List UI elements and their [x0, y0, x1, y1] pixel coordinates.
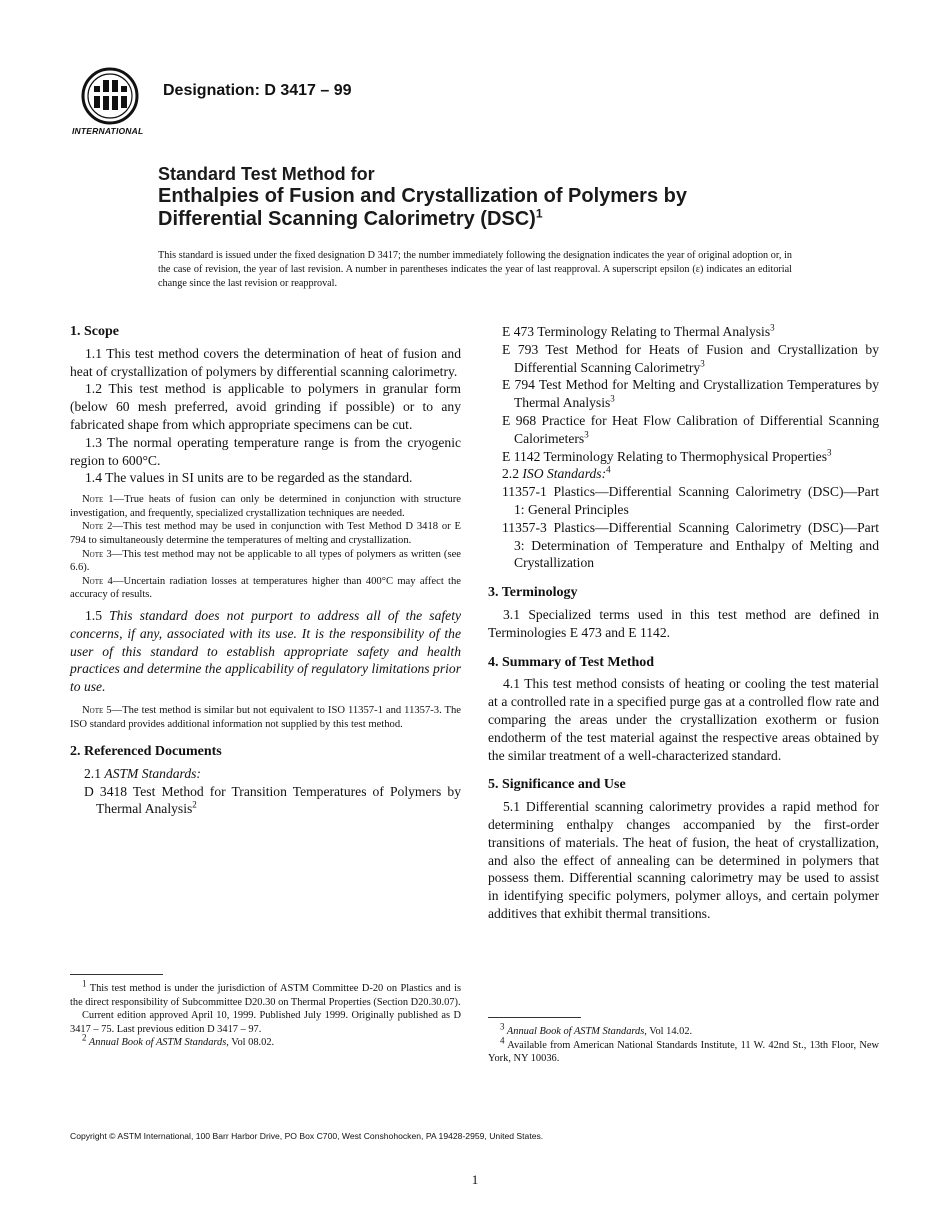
document-title: [158, 163, 858, 231]
footnote-ref: 4: [606, 464, 611, 475]
footnote-1-edition: Current edition approved April 10, 1999. Published July 1999. Originally published as D 3417 – 75. Last previous edition D 3417 – 97.: [70, 1010, 461, 1035]
footnotes-left: [70, 978, 461, 1050]
footnote-marker: 3: [500, 1021, 505, 1032]
note-text: 1—True heats of fusion can only be determined in conjunction with structure investigation, and frequently, specialized crystallization techniques are needed.: [70, 494, 461, 519]
note-4: [70, 575, 461, 602]
paragraph-number: 2.2: [502, 466, 523, 482]
reference-text: E 968 Practice for Heat Flow Calibration of Differential Scanning Calorimeters: [502, 412, 879, 446]
footnote-divider-right: [488, 1017, 581, 1018]
paragraph-number: 1.5: [85, 607, 110, 623]
footnote-text: This test method is under the jurisdiction of ASTM Committee D-20 on Plastics and is the direct responsibility of Subcommittee D20.30 on Thermal Properties (Section D20.30.07).: [70, 983, 461, 1008]
footnote-marker: 4: [500, 1035, 505, 1046]
reference-e793: [488, 341, 879, 377]
note-label: Note: [82, 704, 104, 716]
title-line-1: Standard Test Method for: [158, 164, 375, 184]
footnote-publication: Annual Book of ASTM Standards: [504, 1026, 645, 1037]
footnote-ref: 3: [700, 358, 705, 369]
title-line-3: [158, 208, 858, 231]
reference-text: D 3418 Test Method for Transition Temperatures of Polymers by Thermal Analysis: [84, 783, 461, 817]
reference-iso-11357-3: 11357-3 Plastics—Differential Scanning Calorimetry (DSC)—Part 3: Determination of Temperature and Enthalpy of Melting and Crystallization: [502, 519, 879, 571]
title-footnote-ref: 1: [535, 206, 543, 221]
footnote-3: [488, 1021, 879, 1039]
note-label: Note: [82, 521, 104, 533]
astm-logo: [70, 66, 150, 138]
issuance-note: This standard is issued under the fixed designation D 3417; the number immediately following the designation indicates the year of original adoption or, in the case of revision, the year of last revision. A number in parentheses indicates the year of last reapproval. A superscript epsilon (ε) indicates an editorial change since the last revision or reapproval.: [158, 250, 792, 289]
reference-text: E 1142 Terminology Relating to Thermophysical Properties: [502, 448, 827, 464]
section-terminology-heading: 3. Terminology: [488, 585, 578, 601]
note-2: [70, 520, 461, 547]
paragraph-1-1: 1.1 This test method covers the determination of heat of fusion and heat of crystallization of polymers by differential scanning calorimetry.: [70, 345, 461, 379]
reference-e473: [488, 323, 879, 341]
footnote-marker: 1: [82, 978, 87, 989]
paragraph-1-2: 1.2 This test method is applicable to polymers in granular form (below 60 mesh preferred, avoid grinding if possible) or to any fabricated shape from which appropriate specimens can be cut.: [70, 381, 461, 432]
logo-subtitle: INTERNATIONAL: [72, 126, 144, 136]
designation: Designation: D 3417 – 99: [163, 82, 352, 99]
paragraph-number: 2.1: [84, 765, 105, 781]
footnote-publication: Annual Book of ASTM Standards: [86, 1037, 227, 1049]
reference-e968: [488, 412, 879, 448]
footnote-text: , Vol 08.02.: [226, 1037, 275, 1049]
paragraph-5-1: 5.1 Differential scanning calorimetry provides a rapid method for determining enthalpy changes accompanied by the first-order transitions of materials. The heat of fusion, the heat of crystallization, and also the effect of annealing can be determined in polymers that possess them. Differential scanning calorimetry may be used to assist in identifying specific polymers, polymer alloys, and certain polymer additives that exhibit thermal transitions.: [488, 799, 879, 921]
astm-standards-label: [70, 765, 461, 783]
reference-e1142: [488, 448, 879, 466]
footnote-4: [488, 1035, 879, 1066]
section-summary-heading: 4. Summary of Test Method: [488, 654, 655, 670]
footnote-divider-left: [70, 974, 163, 975]
footnote-ref: 2: [192, 799, 197, 810]
section-significance-heading: 5. Significance and Use: [488, 777, 626, 793]
title-line-2: Enthalpies of Fusion and Crystallization of Polymers by: [158, 185, 687, 207]
note-label: Note: [82, 548, 104, 560]
reference-iso-11357-1: 11357-1 Plastics—Differential Scanning Calorimetry (DSC)—Part 1: General Principles: [502, 484, 879, 517]
left-column: [70, 323, 461, 818]
paragraph-4-1: 4.1 This test method consists of heating or cooling the test material at a controlled rate in a specified purge gas at a controlled flow rate and comparing the areas under the crystallization exotherm or fusion endotherm of the test material against the respective areas obtained by the similar treatment of a well-characterized standard.: [488, 676, 879, 763]
reference-text: E 473 Terminology Relating to Thermal Analysis: [502, 324, 771, 339]
safety-statement: This standard does not purport to address all of the safety concerns, if any, associated with its use. It is the responsibility of the user of this standard to establish appropriate safety and health practices and determine the applicability of regulatory limitations prior to use.: [70, 607, 462, 695]
title-line-3-text: Differential Scanning Calorimetry (DSC): [158, 208, 536, 230]
footnote-ref: 3: [827, 447, 832, 458]
paragraph-1-3: 1.3 The normal operating temperature range is from the cryogenic region to 600°C.: [70, 434, 461, 468]
reference-text: E 794 Test Method for Melting and Crystallization Temperatures by Thermal Analysis: [502, 377, 879, 411]
reference-d3418: [70, 783, 461, 819]
footnote-1: [70, 978, 461, 1009]
right-column: [488, 323, 879, 923]
section-referenced-documents-heading: 2. Referenced Documents: [70, 744, 222, 760]
note-label: Note: [82, 494, 104, 506]
reference-e794: [488, 376, 879, 412]
paragraph-1-5: [70, 607, 461, 696]
page-number: 1: [471, 1172, 479, 1187]
footnote-ref: 3: [770, 322, 775, 333]
note-label: Note: [82, 575, 104, 587]
iso-standards-text: ISO Standards:: [522, 466, 607, 482]
footnote-text: , Vol 14.02.: [644, 1026, 693, 1037]
footnote-ref: 3: [610, 393, 615, 404]
note-text: 5—The test method is similar but not equivalent to ISO 11357-1 and 11357-3. The ISO standard provides additional information not supplied by this test method.: [70, 704, 461, 730]
astm-standards-text: ASTM Standards:: [104, 765, 201, 781]
footnote-marker: 2: [82, 1032, 87, 1043]
note-1: [70, 493, 461, 520]
note-5: [70, 704, 461, 731]
note-text: 4—Uncertain radiation losses at temperatures higher than 400°C may affect the accuracy of results.: [70, 575, 461, 601]
section-scope-heading: 1. Scope: [70, 324, 119, 339]
paragraph-3-1: 3.1 Specialized terms used in this test method are defined in Terminologies E 473 and E 1142.: [488, 606, 879, 640]
copyright-notice: Copyright © ASTM International, 100 Barr Harbor Drive, PO Box C700, West Conshohocken, PA 19428-2959, United States.: [70, 1131, 544, 1141]
iso-standards-label: [488, 465, 879, 483]
reference-text: E 793 Test Method for Heats of Fusion and Crystallization by Differential Scanning Calorimetry: [502, 341, 879, 375]
note-text: 2—This test method may be used in conjunction with Test Method D 3418 or E 794 to simultaneously determine the temperatures of melting and crystallization.: [70, 521, 461, 546]
footnote-2: [70, 1032, 461, 1050]
note-3: [70, 548, 461, 575]
footnote-ref: 3: [584, 429, 589, 440]
paragraph-1-4: 1.4 The values in SI units are to be regarded as the standard.: [85, 470, 413, 486]
note-text: 3—This test method may not be applicable to all types of polymers as written (see 6.6).: [70, 548, 461, 574]
footnotes-right: [488, 1021, 879, 1066]
footnote-text: Available from American National Standards Institute, 11 W. 42nd St., 13th Floor, New York, NY 10036.: [488, 1039, 879, 1065]
